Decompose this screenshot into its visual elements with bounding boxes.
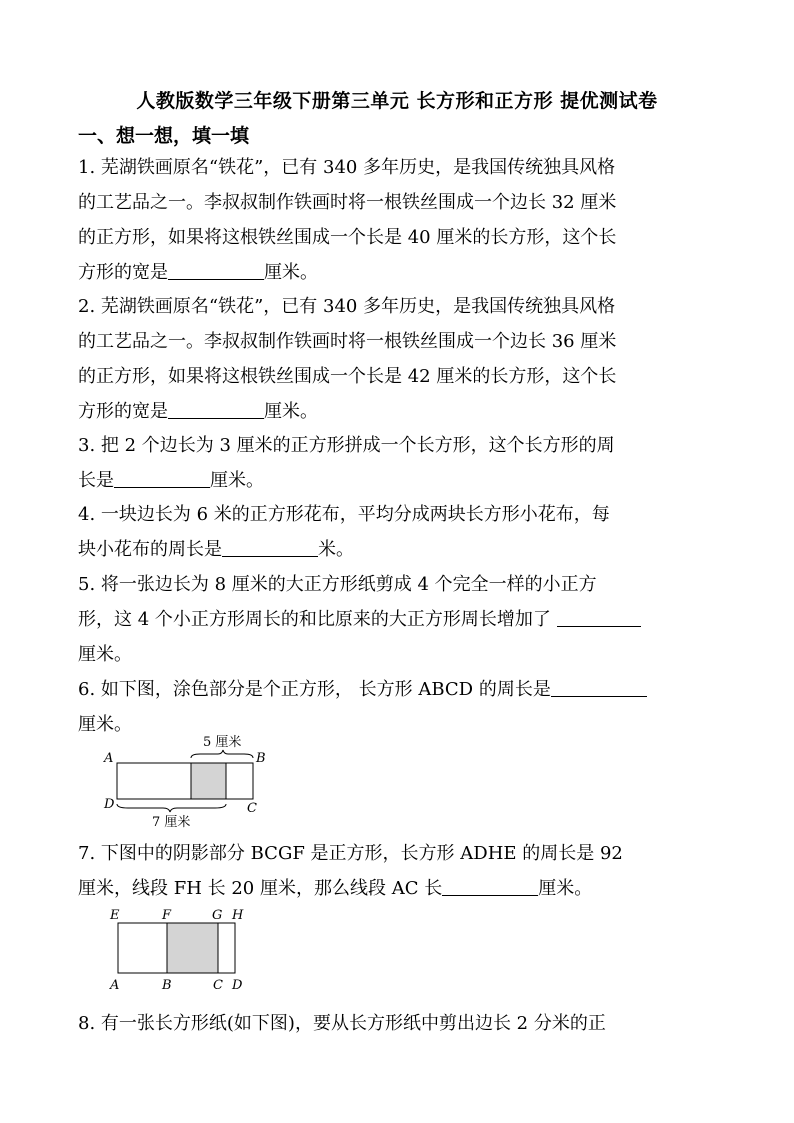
q2-text-a: 方形的宽是 (78, 401, 168, 422)
q7-label-f: F (162, 908, 172, 923)
q6-top-brace (191, 750, 253, 758)
q1-line-2: 的工艺品之一。李叔叔制作铁画时将一根铁丝围成一个边长 32 厘米 (78, 192, 617, 213)
q6-label-5cm: 5 厘米 (203, 735, 242, 750)
q2-line-2: 的工艺品之一。李叔叔制作铁画时将一根铁丝围成一个边长 36 厘米 (78, 331, 617, 352)
q8-line-1: 8. 有一张长方形纸(如下图)，要从长方形纸中剪出边长 2 分米的正 (78, 1013, 606, 1034)
q5-answer-blank[interactable] (557, 604, 641, 627)
q7-label-b: B (162, 978, 172, 993)
q1-text-b: 厘米。 (264, 262, 318, 283)
q7-label-h: H (232, 908, 244, 923)
q7-shaded-square (167, 923, 218, 973)
q3-text-b: 厘米。 (210, 470, 264, 491)
q5-line-2 (78, 602, 723, 637)
q7-label-c: C (213, 978, 223, 993)
page-title: 人教版数学三年级下册第三单元 长方形和正方形 提优测试卷 (136, 90, 658, 112)
q4-text-b: 米。 (318, 539, 354, 560)
question-3 (78, 428, 723, 498)
q4-text-a: 块小花布的周长是 (78, 539, 222, 560)
q7-line-2 (78, 871, 723, 906)
q7-line-1: 7. 下图中的阴影部分 BCGF 是正方形，长方形 ADHE 的周长是 92 (78, 843, 623, 864)
question-4 (78, 497, 723, 567)
q2-answer-blank[interactable] (168, 396, 264, 419)
q6-answer-blank[interactable] (551, 674, 647, 697)
q6-label-a: A (104, 751, 114, 766)
q5-line-3: 厘米。 (78, 644, 132, 665)
question-8 (78, 1006, 723, 1041)
q6-shaded-square (191, 763, 226, 799)
q6-rectangle-abcd (117, 763, 253, 799)
q6-line-2: 厘米。 (78, 714, 132, 735)
q3-answer-blank[interactable] (114, 465, 210, 488)
q6-label-7cm: 7 厘米 (152, 815, 191, 830)
q1-line-1: 1. 芜湖铁画原名“铁花”，已有 340 多年历史，是我国传统独具风格 (78, 157, 616, 178)
q2-line-4 (78, 394, 723, 429)
q2-line-1: 2. 芜湖铁画原名“铁花”，已有 340 多年历史，是我国传统独具风格 (78, 296, 616, 317)
question-7 (78, 836, 723, 906)
q7-label-d: D (232, 978, 243, 993)
section-heading: 一、想一想，填一填 (78, 125, 250, 147)
q1-line-3: 的正方形，如果将这根铁丝围成一个长是 40 厘米的长方形，这个长 (78, 227, 617, 248)
q2-line-3: 的正方形，如果将这根铁丝围成一个长是 42 厘米的长方形，这个长 (78, 366, 617, 387)
q5-text-a: 形，这 4 个小正方形周长的和比原来的大正方形周长增加了 (78, 609, 557, 630)
q6-label-b: B (256, 751, 266, 766)
q6-label-d: D (104, 797, 115, 812)
question-2 (78, 289, 723, 429)
q6-bottom-brace (117, 804, 226, 812)
q6-label-c: C (247, 801, 257, 816)
q7-answer-blank[interactable] (442, 873, 538, 896)
q4-line-1: 4. 一块边长为 6 米的正方形花布，平均分成两块长方形小花布，每 (78, 504, 610, 525)
q1-text-a: 方形的宽是 (78, 262, 168, 283)
q7-text-b: 厘米。 (538, 878, 593, 899)
q6-line-1 (78, 672, 723, 707)
q2-text-b: 厘米。 (264, 401, 318, 422)
q7-label-g: G (212, 908, 223, 923)
q6-figure (100, 730, 280, 832)
q7-figure (100, 903, 260, 993)
q7-label-e: E (110, 908, 120, 923)
q1-answer-blank[interactable] (168, 257, 264, 280)
question-1 (78, 150, 723, 290)
q7-text-a: 厘米，线段 FH 长 20 厘米，那么线段 AC 长 (78, 878, 443, 899)
q4-answer-blank[interactable] (222, 534, 318, 557)
q5-line-1: 5. 将一张边长为 8 厘米的大正方形纸剪成 4 个完全一样的小正方 (78, 574, 597, 595)
q3-line-2 (78, 463, 723, 498)
q1-line-4 (78, 255, 723, 290)
q3-line-1: 3. 把 2 个边长为 3 厘米的正方形拼成一个长方形，这个长方形的周 (78, 435, 615, 456)
q4-line-2 (78, 532, 723, 567)
q7-label-a: A (110, 978, 120, 993)
question-5 (78, 567, 723, 672)
q3-text-a: 长是 (78, 470, 114, 491)
q6-text-a: 6. 如下图，涂色部分是个正方形， 长方形 ABCD 的周长是 (78, 679, 551, 700)
